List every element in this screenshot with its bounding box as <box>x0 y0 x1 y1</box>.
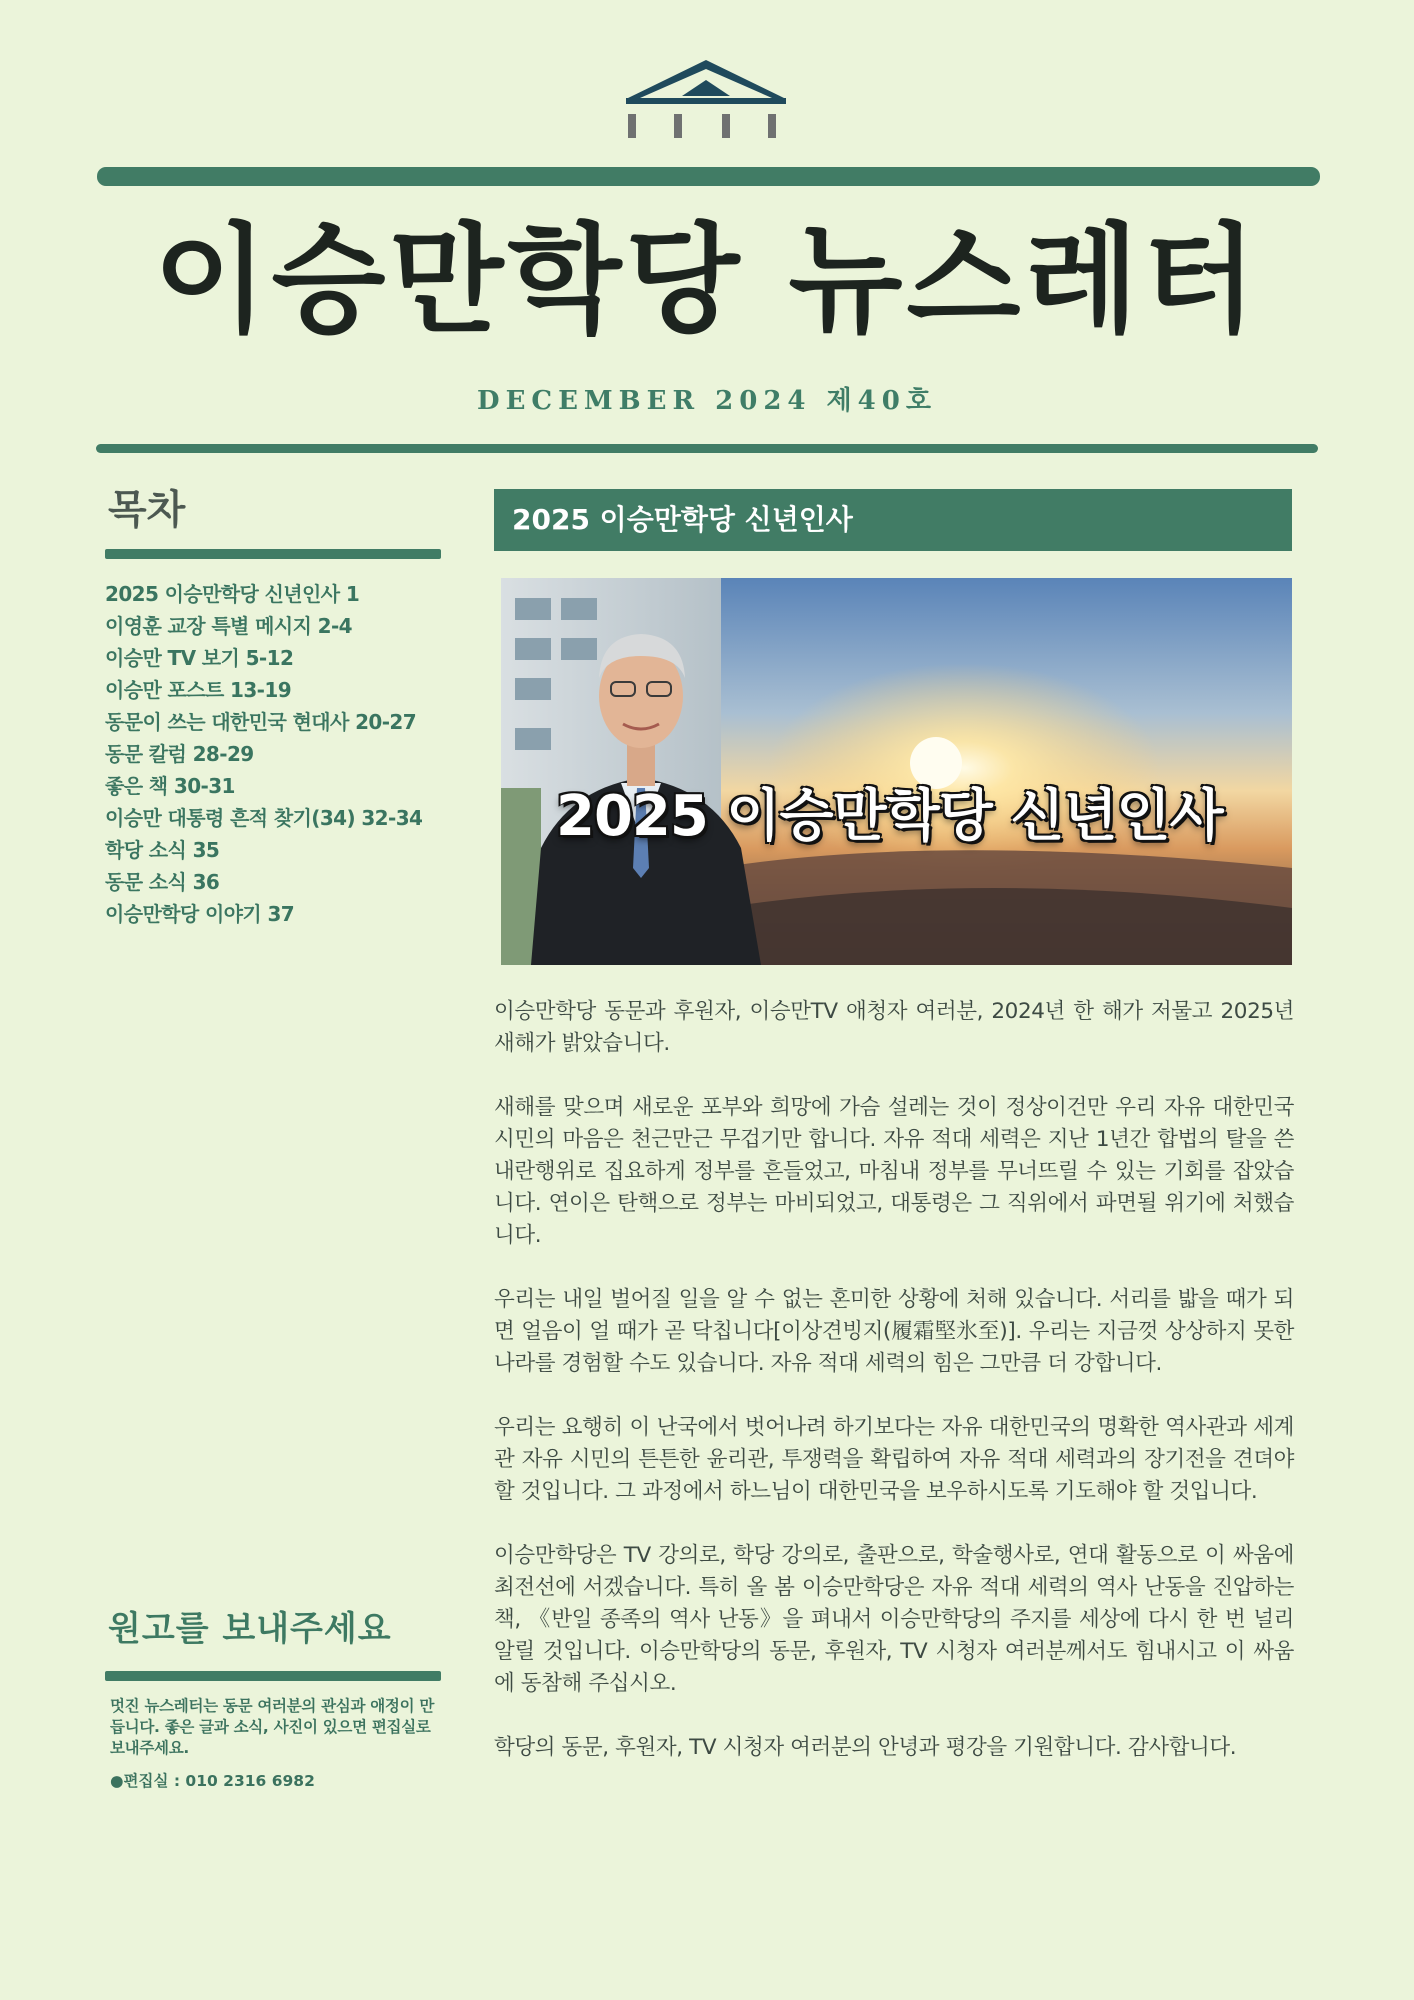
article-body <box>494 996 1294 1796</box>
toc-item[interactable]: 이승만학당 이야기 37 <box>105 902 295 926</box>
new-year-greeting-image <box>501 578 1292 965</box>
section-title-bar <box>494 489 1292 551</box>
toc-item[interactable]: 학당 소식 35 <box>105 838 220 862</box>
toc-rule <box>105 549 441 559</box>
article-paragraph: 우리는 내일 벌어질 일을 알 수 없는 혼미한 상황에 처해 있습니다. 서리를 밟을 때가 되면 얼음이 얼 때가 곧 닥칩니다[이상견빙지(履霜堅氷至)]. 우리는 지금껏 상상하지 못한 나라를 경험할 수도 있습니다. 자유 적대 세력의 힘은 그만큼 더 강합니다. <box>494 1287 1294 1376</box>
submission-rule <box>105 1671 441 1681</box>
toc-item[interactable]: 이승만 포스트 13-19 <box>105 678 292 702</box>
toc-item[interactable]: 이승만 대통령 흔적 찾기(34) 32-34 <box>105 806 423 830</box>
school-building-logo <box>626 58 786 142</box>
section-title: 2025 이승만학당 신년인사 <box>512 503 853 536</box>
table-of-contents <box>105 578 445 930</box>
toc-heading: 목차 <box>108 487 186 533</box>
header-bottom-rule <box>96 444 1318 453</box>
editorial-contact: ●편집실 : 010 2316 6982 <box>110 1772 315 1790</box>
toc-item[interactable]: 2025 이승만학당 신년인사 1 <box>105 582 360 606</box>
article-paragraph: 우리는 요행히 이 난국에서 벗어나려 하기보다는 자유 대한민국의 명확한 역사관과 세계관 자유 시민의 튼튼한 윤리관, 투쟁력을 확립하여 자유 적대 세력과의 장기전을 견뎌야 할 것입니다. 그 과정에서 하느님이 대한민국을 보우하시도록 기도해야 할 것입니다. <box>494 1415 1294 1504</box>
article-paragraph: 이승만학당은 TV 강의로, 학당 강의로, 출판으로, 학술행사로, 연대 활동으로 이 싸움에 최전선에 서겠습니다. 특히 올 봄 이승만학당은 자유 적대 세력의 역사 난동을 진압하는 책, 《반일 종족의 역사 난동》을 펴내서 이승만학당의 주지를 세상에 다시 한 번 널리 알릴 것입니다. 이승만학당의 동문, 후원자, TV 시청자 여러분께서도 힘내시고 이 싸움에 동참해 주십시오. <box>494 1543 1294 1696</box>
toc-item[interactable]: 동문 소식 36 <box>105 870 220 894</box>
article-paragraph: 이승만학당 동문과 후원자, 이승만TV 애청자 여러분, 2024년 한 해가 저물고 2025년 새해가 밝았습니다. <box>494 999 1294 1056</box>
submission-heading: 원고를 보내주세요 <box>108 1609 392 1649</box>
toc-item[interactable]: 좋은 책 30-31 <box>105 774 235 798</box>
toc-item[interactable]: 동문이 쓰는 대한민국 현대사 20-27 <box>105 710 417 734</box>
newsletter-title: 이승만학당 뉴스레터 <box>153 211 1261 349</box>
article-paragraph: 학당의 동문, 후원자, TV 시청자 여러분의 안녕과 평강을 기원합니다. 감사합니다. <box>494 1735 1237 1760</box>
image-caption: 2025 이승만학당 신년인사 <box>556 784 1223 849</box>
article-paragraph: 새해를 맞으며 새로운 포부와 희망에 가슴 설레는 것이 정상이건만 우리 자유 대한민국 시민의 마음은 천근만근 무겁기만 합니다. 자유 적대 세력은 지난 1년간 합법의 탈을 쓴 내란행위로 집요하게 정부를 흔들었고, 마침내 정부를 무너뜨릴 수 있는 기회를 잡았습니다. 연이은 탄핵으로 정부는 마비되었고, 대통령은 그 직위에서 파면될 위기에 처했습니다. <box>494 1095 1294 1248</box>
toc-item[interactable]: 동문 칼럼 28-29 <box>105 742 254 766</box>
issue-date: DECEMBER 2024 제40호 <box>477 386 937 416</box>
toc-item[interactable]: 이영훈 교장 특별 메시지 2-4 <box>105 614 352 638</box>
submission-body: 멋진 뉴스레터는 동문 여러분의 관심과 애정이 만듭니다. 좋은 글과 소식, 사진이 있으면 편집실로 보내주세요. <box>110 1697 435 1757</box>
header-top-rule <box>97 167 1320 186</box>
toc-item[interactable]: 이승만 TV 보기 5-12 <box>105 646 294 670</box>
